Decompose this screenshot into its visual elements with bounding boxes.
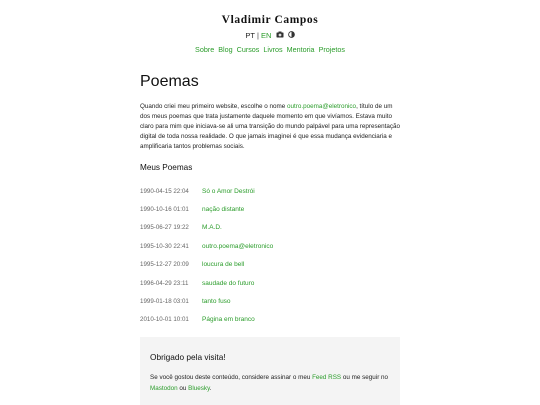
camera-icon[interactable] xyxy=(276,31,284,41)
thanks-text-middle: ou me seguir no xyxy=(341,374,389,381)
feed-rss-link[interactable]: Feed RSS xyxy=(312,374,342,381)
poem-date: 1995-06-27 19:22 xyxy=(140,224,189,232)
main-content xyxy=(140,72,402,329)
poem-link[interactable]: saudade do futuro xyxy=(202,279,255,287)
intro-text-start: Quando criei meu primeiro website, escolhe o nome xyxy=(140,103,287,110)
contrast-icon[interactable] xyxy=(288,31,295,41)
list-item xyxy=(140,237,402,255)
poem-list xyxy=(140,182,402,329)
poem-date: 1996-04-29 23:11 xyxy=(140,279,189,287)
nav-item-livros[interactable]: Livros xyxy=(263,45,283,55)
poem-date: 2010-10-01 10:01 xyxy=(140,316,189,324)
thanks-text-or: ou xyxy=(177,385,189,392)
intro-text-end: , título de um dos meus poemas que trata justamente daquele momento em que vivíamos. Estava muito claro para mim que iniciava-se ali uma transição do mundo palpável para uma representação digital de toda nossa realidade. O que jamais imaginei é que essa mudança evidenciaria e amplificaria tantos problemas sociais. xyxy=(140,103,401,150)
language-switcher xyxy=(0,31,540,41)
poem-date: 1990-04-15 22:04 xyxy=(140,187,189,195)
thanks-text xyxy=(150,372,390,394)
mastodon-link[interactable]: Mastodon xyxy=(150,385,178,392)
poem-date: 1995-10-30 22:41 xyxy=(140,242,189,250)
poem-link[interactable]: loucura de bell xyxy=(202,261,245,269)
lang-separator: | xyxy=(256,31,259,40)
thanks-text-start: Se você gostou deste conteúdo, considere assinar o meu xyxy=(150,374,313,381)
poem-date: 1990-10-16 01:01 xyxy=(140,206,189,214)
poem-date: 1999-01-18 03:01 xyxy=(140,298,189,306)
site-title[interactable]: Vladimir Campos xyxy=(221,14,319,26)
poem-link[interactable]: nação distante xyxy=(202,206,245,214)
nav-item-blog[interactable]: Blog xyxy=(218,45,233,55)
poem-link[interactable]: Só o Amor Destrói xyxy=(202,187,255,195)
list-item xyxy=(140,311,402,329)
nav-item-projetos[interactable]: Projetos xyxy=(318,45,345,55)
list-item xyxy=(140,219,402,237)
list-item xyxy=(140,274,402,292)
list-item xyxy=(140,256,402,274)
thanks-box xyxy=(140,337,400,405)
thanks-text-end: . xyxy=(209,385,212,392)
main-nav xyxy=(0,45,540,55)
thanks-title: Obrigado pela visita! xyxy=(150,352,226,362)
nav-item-cursos[interactable]: Cursos xyxy=(236,45,260,55)
lang-en-link[interactable]: EN xyxy=(260,31,272,40)
page-title: Poemas xyxy=(140,73,199,90)
list-item xyxy=(140,292,402,310)
site-header xyxy=(0,0,540,55)
list-item xyxy=(140,182,402,200)
intro-paragraph xyxy=(140,102,402,152)
list-item xyxy=(140,200,402,218)
poem-link[interactable]: Página em branco xyxy=(202,316,255,324)
poem-link[interactable]: tanto fuso xyxy=(202,298,231,306)
poem-date: 1995-12-27 20:09 xyxy=(140,261,189,269)
nav-item-sobre[interactable]: Sobre xyxy=(195,45,215,55)
lang-pt-link[interactable]: PT xyxy=(245,31,255,40)
bluesky-link[interactable]: Bluesky xyxy=(188,385,210,392)
section-title: Meus Poemas xyxy=(140,163,193,172)
intro-poem-link[interactable]: outro.poema@eletronico xyxy=(287,103,357,110)
poem-link[interactable]: M.A.D. xyxy=(202,224,222,232)
nav-item-mentoria[interactable]: Mentoria xyxy=(286,45,315,55)
poem-link[interactable]: outro.poema@eletronico xyxy=(202,242,274,250)
